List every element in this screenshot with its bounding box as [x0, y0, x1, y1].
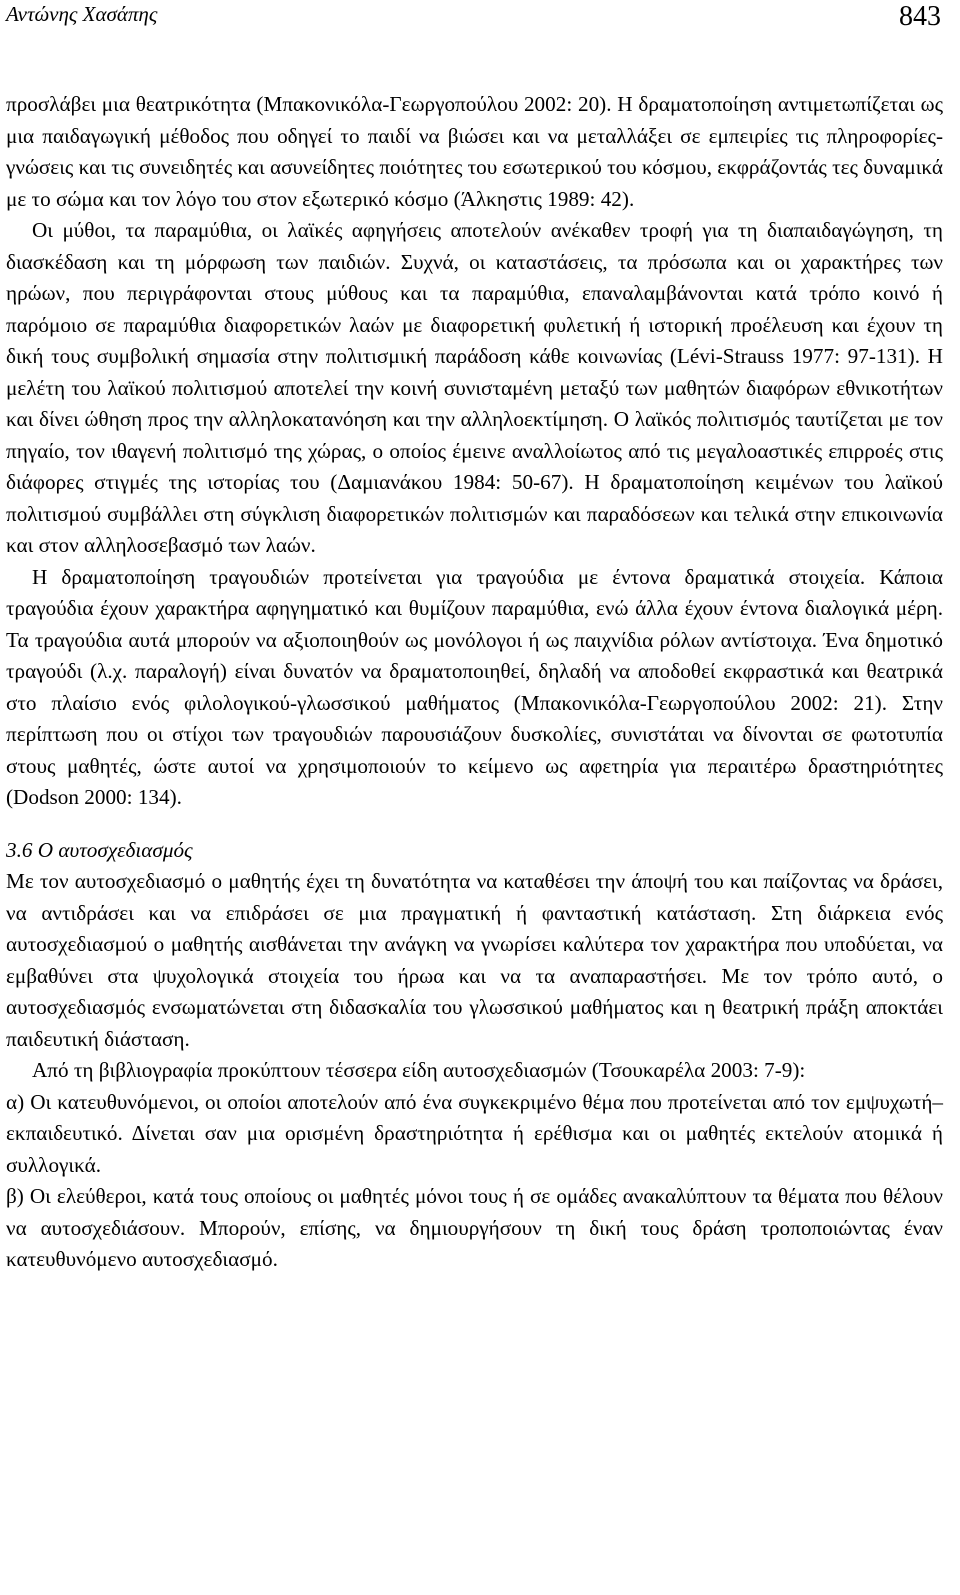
paragraph: Η δραματοποίηση τραγουδιών προτείνεται για τραγούδια με έντονα δραματικά στοιχεία. Κάποια τραγούδια έχουν χαρακτήρα αφηγηματικό και θυμίζουν παραμύθια, ενώ άλλα έχουν έντονα διαλογικά μέρη. Τα τραγούδια αυτά μπορούν να αξιοποιηθούν ως μονόλογοι ή ως παιχνίδια ρόλων αντίστοιχα. Ένα δημοτικό τραγούδι (λ.χ. παραλογή) είναι δυνατόν να δραματοποιηθεί, δηλαδή να αποδοθεί εκφραστικά και θεατρικά στο πλαίσιο ενός φιλολογικού-γλωσσικού μαθήματος (Μπακονικόλα-Γεωργοπούλου 2002: 21). Στην περίπτωση που οι στίχοι των τραγουδιών παρουσιάζουν δυσκολίες, συνιστάται να δίνονται σε φωτοτυπία στους μαθητές, ώστε αυτοί να χρησιμοποιούν το κείμενο ως αφετηρία για περαιτέρω δραστηριότητες (Dodson 2000: 134). — [6, 564, 943, 809]
paragraph: Από τη βιβλιογραφία προκύπτουν τέσσερα είδη αυτοσχεδιασμών (Τσουκαρέλα 2003: 7-9): — [32, 1058, 806, 1082]
list-item: α) Οι κατευθυνόμενοι, οι οποίοι αποτελούν από ένα συγκεκριμένο θέμα που προτείνεται από τον εμψυχωτή–εκπαιδευτικό. Δίνεται σαν μια ορισμένη δραστηριότητα ή ερέθισμα και οι μαθητές εκτελούν ατομικά ή συλλογικά. — [6, 1089, 943, 1177]
document-page — [6, 0, 943, 1595]
paragraph: Με τον αυτοσχεδιασμό ο μαθητής έχει τη δυνατότητα να καταθέσει την άποψή του και παίζοντας να δράσει, να αντιδράσει και να επιδράσει σε μια πραγματική ή φανταστική κατάσταση. Στη διάρκεια ενός αυτοσχεδιασμού ο μαθητής αισθάνεται την ανάγκη να γνωρίσει καλύτερα τον χαρακτήρα που υποδύεται, να εμβαθύνει στα ψυχολογικά στοιχεία του ήρωα και να τα αναπαραστήσει. Με τον τρόπο αυτό, ο αυτοσχεδιασμός ενσωματώνεται στη διδασκαλία του γλωσσικού μαθήματος και η θεατρική πράξη αποκτάει παιδευτική διάσταση. — [6, 869, 943, 1051]
list-item: β) Οι ελεύθεροι, κατά τους οποίους οι μαθητές μόνοι τους ή σε ομάδες ανακαλύπτουν τα θέματα που θέλουν να αυτοσχεδιάσουν. Μπορούν, επίσης, να δημιουργήσουν τη δική τους δράση τροποποιώντας έναν κατευθυνόμενο αυτοσχεδιασμό. — [6, 1184, 943, 1271]
body-text — [6, 89, 943, 1276]
section-heading: 3.6 Ο αυτοσχεδιασμός — [6, 837, 193, 862]
paragraph: Οι μύθοι, τα παραμύθια, οι λαϊκές αφηγήσεις αποτελούν ανέκαθεν τροφή για τη διαπαιδαγώγηση, τη διασκέδαση και τη μόρφωση των παιδιών. Συχνά, οι καταστάσεις, τα πρόσωπα και οι χαρακτήρες των ηρώων, που περιγράφονται στους μύθους και τα παραμύθια, επαναλαμβάνονται κατά τρόπο κοινό ή παρόμοιο σε παραμύθια διαφορετικών λαών με διαφορετική φυλετική ή ιστορική προέλευση και έχουν τη δική τους συμβολική σημασία στην πολιτισμική παράδοση κάθε κοινωνίας (Lévi-Strauss 1977: 97-131). Η μελέτη του λαϊκού πολιτισμού αποτελεί την κοινή συνισταμένη μεταξύ των μαθητών διαφόρων εθνικοτήτων και δίνει ώθηση προς την αλληλοκατανόηση και την αλληλοεκτίμηση. Ο λαϊκός πολιτισμός ταυτίζεται με τον πηγαίο, τον ιθαγενή πολιτισμό της χώρας, ο οποίος έμεινε αναλλοίωτος από τις μεγαλοαστικές επιρροές στις διάφορες στιγμές της ιστορίας του (Δαμιανάκου 1984: 50-67). Η δραματοποίηση κειμένων του λαϊκού πολιτισμού συμβάλλει στη σύγκλιση διαφορετικών πολιτισμών και παραδόσεων και τελικά στην επικοινωνία και στον αλληλοσεβασμό των λαών. — [6, 218, 943, 557]
paragraph: προσλάβει μια θεατρικότητα (Μπακονικόλα-Γεωργοπούλου 2002: 20). Η δραματοποίηση αντιμετωπίζεται ως μια παιδαγωγική μέθοδος που οδηγεί το παιδί να βιώσει και να μεταλλάξει σε εμπειρίες τις πληροφορίες-γνώσεις και τις συνειδητές και ασυνείδητες ποιότητες του εσωτερικού του κόσμου, εκφράζοντάς τες δυναμικά με το σώμα και τον λόγο του στον εξωτερικό κόσμο (Άλκηστις 1989: 42). — [6, 92, 943, 211]
header-author: Αντώνης Χασάπης — [6, 2, 158, 26]
page-number: 843 — [899, 1, 941, 32]
running-header — [6, 0, 943, 40]
